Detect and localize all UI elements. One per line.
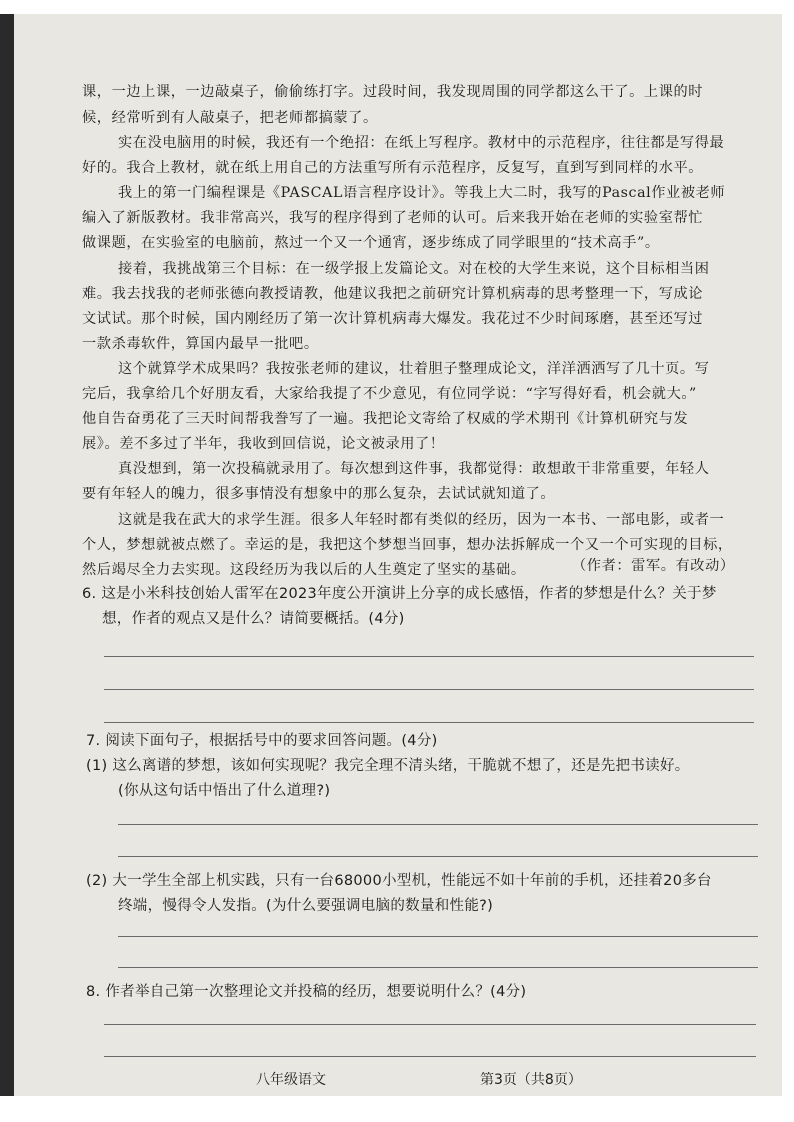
footer-page-number: 第3页（共8页） (480, 1072, 582, 1088)
passage-line: 一款杀毒软件，算国内最早一批吧。 (82, 336, 319, 352)
passage-line: 这个就算学术成果吗？我按张老师的建议，壮着胆子整理成论文，洋洋洒洒写了几十页。写 (118, 361, 710, 377)
answer-line-q7-2-1[interactable] (118, 936, 758, 937)
passage-line: 这就是我在武大的求学生涯。很多人年轻时都有类似的经历，因为一本书、一部电影，或者一 (118, 512, 725, 528)
passage-line: 好的。我合上教材，就在纸上用自己的方法重写所有示范程序，反复写，直到写到同样的水平。 (82, 160, 704, 176)
question-7-2-prompt: 终端，慢得令人发指。(为什么要强调电脑的数量和性能?) (118, 898, 494, 914)
author-credit: （作者：雷军。有改动） (572, 558, 735, 574)
passage-line: 接着，我挑战第三个目标：在一级学报上发篇论文。对在校的大学生来说，这个目标相当困 (118, 261, 710, 277)
question-6: 6. 这是小米科技创始人雷军在2023年度公开演讲上分享的成长感悟，作者的梦想是什么？关于梦 (82, 586, 717, 602)
footer-subject: 八年级语文 (256, 1072, 326, 1088)
passage-line: 他自告奋勇花了三天时间帮我誊写了一遍。我把论文寄给了权威的学术期刊《计算机研究与发 (82, 411, 689, 427)
scan-border-bottom (0, 1096, 794, 1122)
answer-line-q8-2[interactable] (104, 1056, 756, 1057)
question-8: 8. 作者举自己第一次整理论文并投稿的经历，想要说明什么？(4分) (86, 984, 527, 1000)
answer-line-q7-1-1[interactable] (118, 824, 758, 825)
question-7-1: (1) 这么离谱的梦想，该如何实现呢？我完全理不清头绪，干脆就不想了，还是先把书读好。 (86, 758, 690, 774)
passage-line: 完后，我拿给几个好朋友看，大家给我提了不少意见，有位同学说：“字写得好看，机会就大。” (82, 386, 697, 402)
answer-line-q8-1[interactable] (104, 1024, 756, 1025)
question-7: 7. 阅读下面句子，根据括号中的要求回答问题。(4分) (86, 733, 438, 749)
exam-page (14, 14, 782, 1096)
scan-border-right (782, 0, 794, 1122)
passage-line: 编入了新版教材。我非常高兴，我写的程序得到了老师的认可。后来我开始在老师的实验室帮忙 (82, 210, 704, 226)
passage-line: 个人，梦想就被点燃了。幸运的是，我把这个梦想当回事，想办法拆解成一个又一个可实现的目标， (82, 537, 733, 553)
passage-line: 实在没电脑用的时候，我还有一个绝招：在纸上写程序。教材中的示范程序，往往都是写得最 (118, 135, 725, 151)
answer-line-q6-3[interactable] (104, 722, 754, 723)
passage-line: 展》。差不多过了半年，我收到回信说，论文被录用了！ (82, 436, 445, 452)
answer-line-q6-2[interactable] (104, 689, 754, 690)
question-7-2: (2) 大一学生全部上机实践，只有一台68000小型机，性能远不如十年前的手机，还挂着20多台 (86, 873, 712, 889)
passage-line: 课，一边上课，一边敲桌子，偷偷练打字。过段时间，我发现周围的同学都这么干了。上课的时 (82, 84, 704, 100)
passage-line: 真没想到，第一次投稿就录用了。每次想到这件事，我都觉得：敢想敢干非常重要，年轻人 (118, 461, 710, 477)
question-6-cont: 想，作者的观点又是什么？请简要概括。(4分) (102, 611, 405, 627)
passage-line: 然后竭尽全力去实现。这段经历为我以后的人生奠定了坚实的基础。 (82, 562, 526, 578)
passage-line: 做课题，在实验室的电脑前，熬过一个又一个通宵，逐步练成了同学眼里的“技术高手”。 (82, 235, 660, 251)
answer-line-q6-1[interactable] (104, 656, 754, 657)
answer-line-q7-1-2[interactable] (118, 856, 758, 857)
scan-border-top (0, 0, 794, 14)
passage-line: 我上的第一门编程课是《PASCAL语言程序设计》。等我上大二时，我写的Pascal作业被老师 (118, 185, 726, 201)
passage-line: 候，经常听到有人敲桌子，把老师都搞蒙了。 (82, 110, 378, 126)
answer-line-q7-2-2[interactable] (118, 967, 758, 968)
passage-line: 要有年轻人的魄力，很多事情没有想象中的那么复杂，去试试就知道了。 (82, 486, 556, 502)
passage-line: 难。我去找我的老师张德向教授请教，他建议我把之前研究计算机病毒的思考整理一下，写成论 (82, 286, 704, 302)
passage-line: 文试试。那个时候，国内刚经历了第一次计算机病毒大爆发。我花过不少时间琢磨，甚至还写过 (82, 311, 704, 327)
question-7-1-prompt: (你从这句话中悟出了什么道理?) (118, 783, 331, 799)
